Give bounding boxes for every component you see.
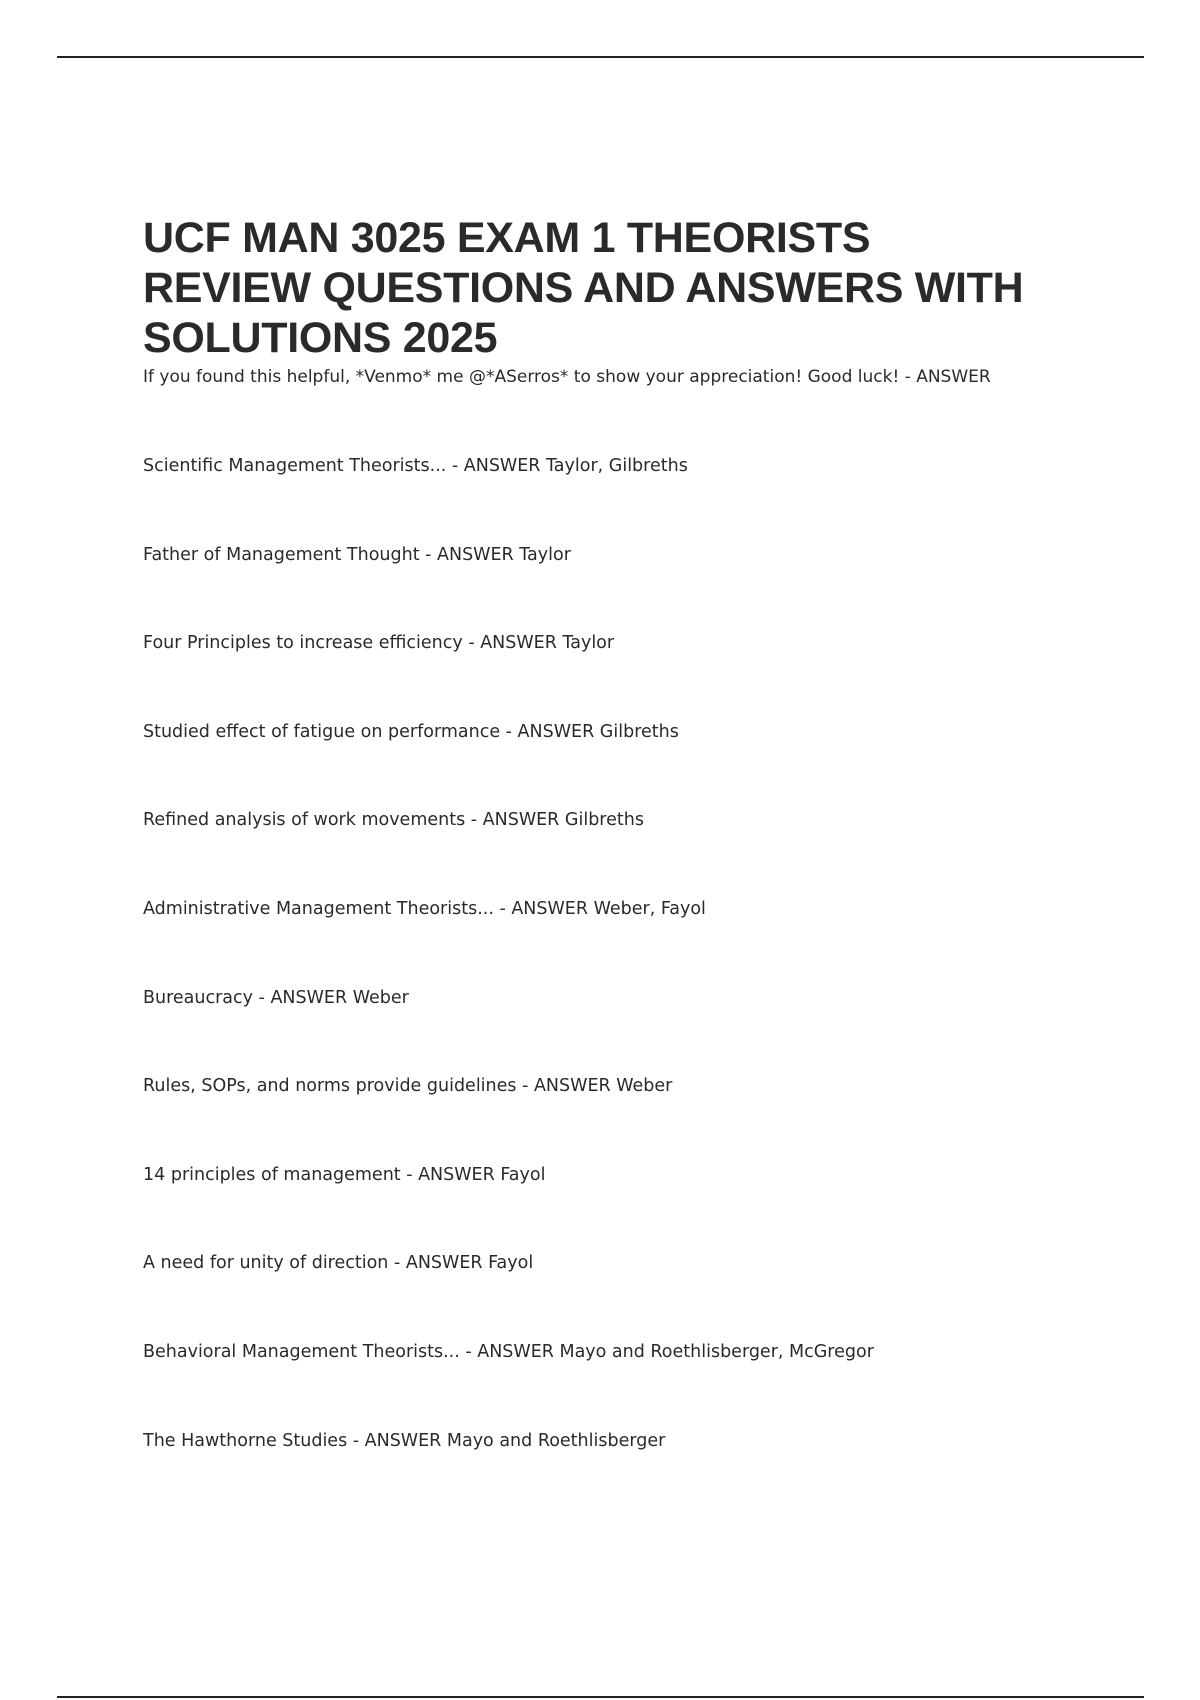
qa-item: Administrative Management Theorists... - ANSWER Weber, Fayol — [143, 898, 706, 919]
qa-item: 14 principles of management - ANSWER Fayol — [143, 1164, 546, 1185]
title-line: REVIEW QUESTIONS AND ANSWERS WITH — [143, 264, 1024, 312]
qa-item: A need for unity of direction - ANSWER Fayol — [143, 1253, 534, 1274]
qa-item: Four Principles to increase efficiency - ANSWER Taylor — [143, 633, 615, 654]
document-title — [143, 213, 1103, 363]
qa-item: Rules, SOPs, and norms provide guidelines - ANSWER Weber — [143, 1076, 673, 1097]
qa-item: The Hawthorne Studies - ANSWER Mayo and Roethlisberger — [143, 1430, 666, 1451]
qa-item: Behavioral Management Theorists... - ANSWER Mayo and Roethlisberger, McGregor — [143, 1341, 874, 1362]
title-line: SOLUTIONS 2025 — [143, 314, 498, 362]
intro-note: If you found this helpful, *Venmo* me @*ASerros* to show your appreciation! Good luck! - ANSWER — [143, 367, 991, 387]
qa-item: Studied effect of fatigue on performance - ANSWER Gilbreths — [143, 721, 679, 742]
qa-list — [143, 454, 874, 1517]
qa-item: Scientific Management Theorists... - ANSWER Taylor, Gilbreths — [143, 456, 688, 476]
footer-rule — [57, 1696, 1144, 1698]
qa-item: Father of Management Thought - ANSWER Taylor — [143, 544, 571, 565]
title-line: UCF MAN 3025 EXAM 1 THEORISTS — [143, 214, 871, 262]
qa-item: Refined analysis of work movements - ANSWER Gilbreths — [143, 810, 644, 831]
header-rule — [57, 56, 1144, 58]
qa-item: Bureaucracy - ANSWER Weber — [143, 987, 409, 1008]
